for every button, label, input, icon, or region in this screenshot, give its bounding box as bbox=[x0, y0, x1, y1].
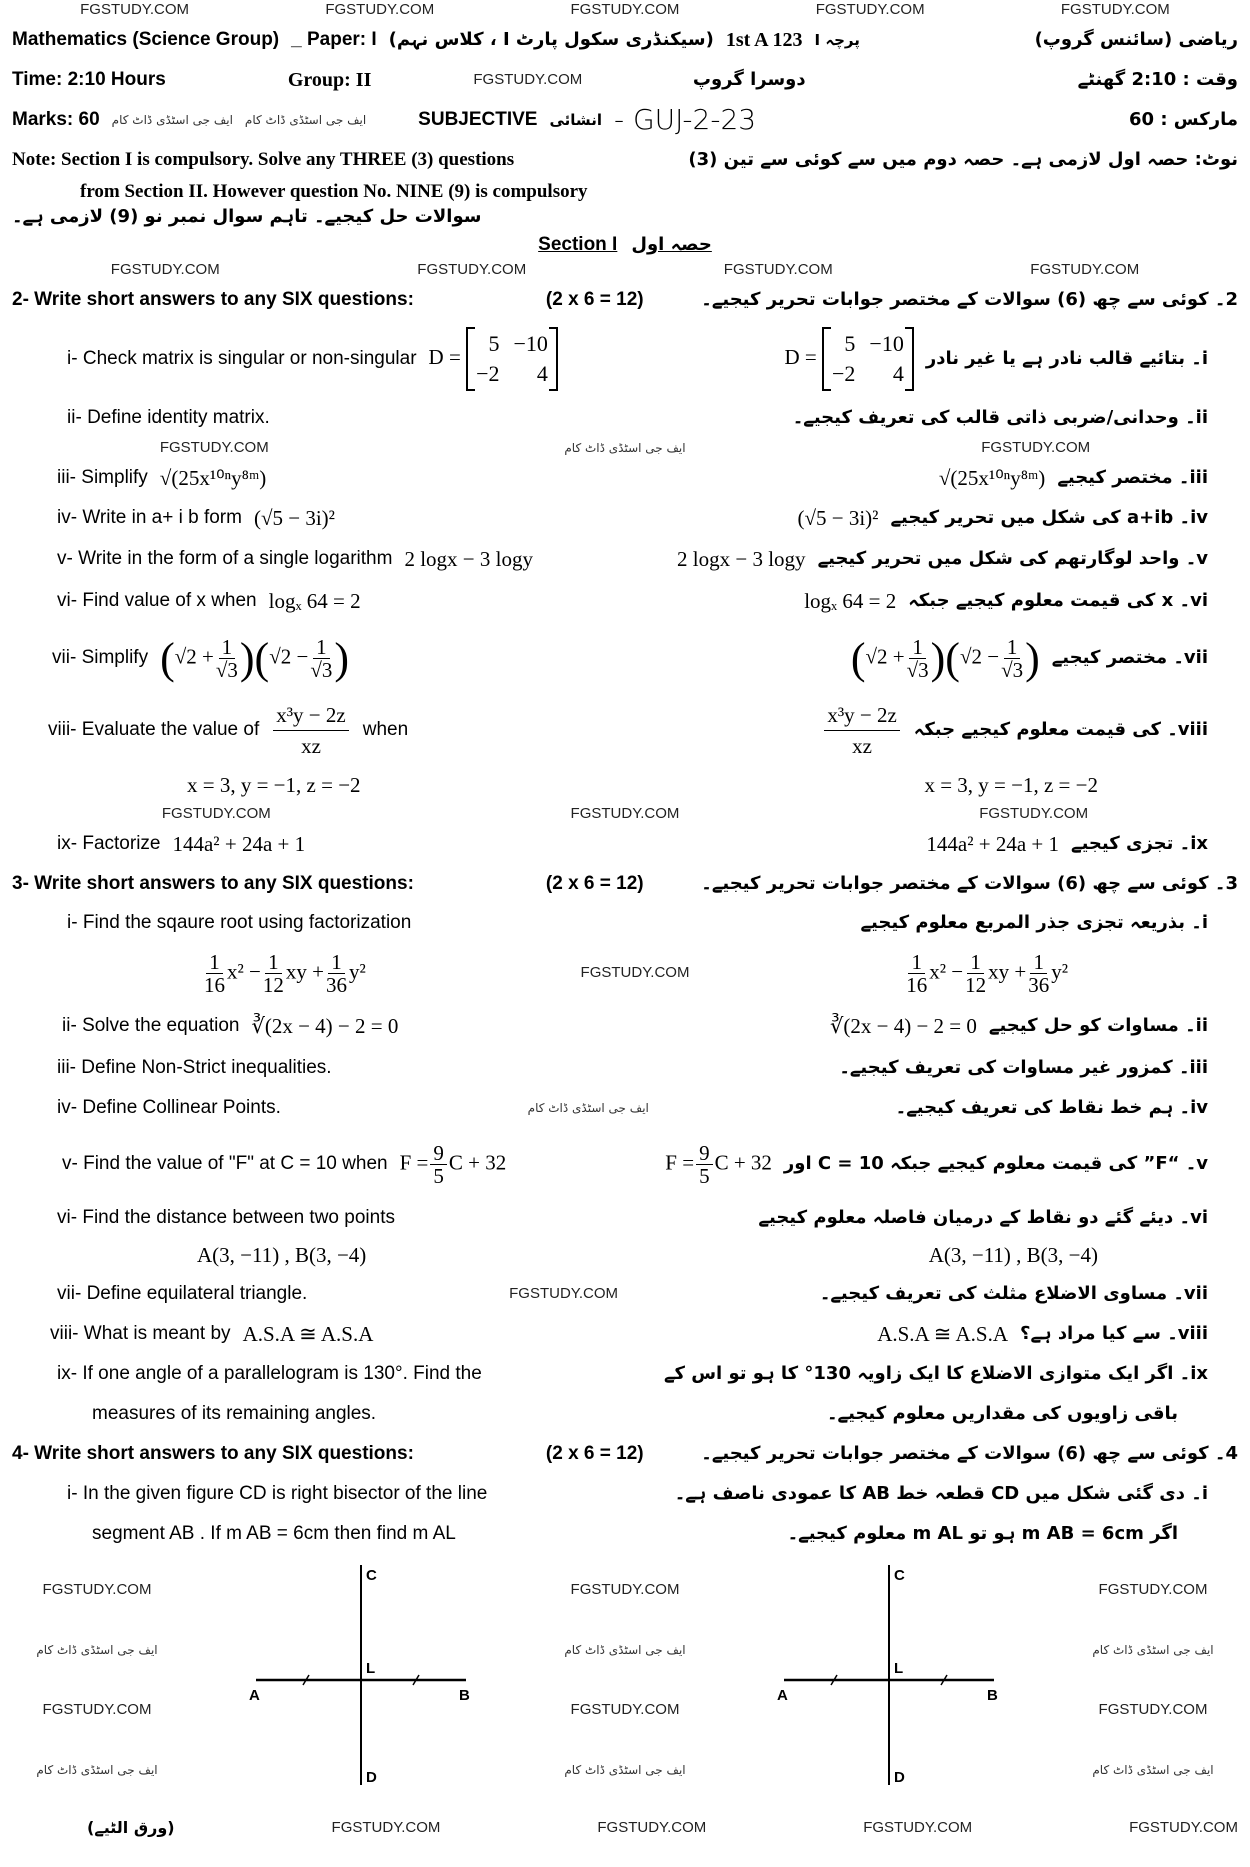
paper-code: 1st A 123 bbox=[725, 29, 803, 51]
matrix: 5 −10 −2 4 bbox=[466, 327, 558, 391]
watermark-urdu: ایف جی اسٹڈی ڈاٹ کام bbox=[36, 1763, 158, 1777]
item-text: viii- Evaluate the value of bbox=[48, 719, 260, 740]
watermark: FGSTUDY.COM bbox=[570, 1581, 680, 1598]
item-row bbox=[12, 1128, 1238, 1200]
watermark: FGSTUDY.COM bbox=[42, 1701, 152, 1718]
watermark: FGSTUDY.COM bbox=[110, 261, 220, 278]
watermark: FGSTUDY.COM bbox=[1060, 1, 1170, 18]
header-row-3 bbox=[12, 100, 1238, 140]
watermark: FGSTUDY.COM bbox=[42, 1581, 152, 1598]
question-4 bbox=[12, 1434, 1238, 1800]
question-heading-row bbox=[12, 280, 1238, 320]
subject-urdu: ریاضی (سائنس گروپ) bbox=[1034, 29, 1238, 50]
watermark: FGSTUDY.COM bbox=[981, 439, 1091, 456]
item-text-cont: segment AB . If m AB = 6cm then find m AL bbox=[92, 1523, 456, 1544]
item-row bbox=[12, 694, 1238, 766]
time-label: Time: 2:10 Hours bbox=[12, 69, 166, 90]
item-urdu: ix۔ تجزی کیجیے bbox=[1071, 833, 1208, 854]
math-expression: logₓ 64 = 2 bbox=[804, 588, 897, 613]
header-right bbox=[1129, 107, 1238, 133]
watermark: FGSTUDY.COM bbox=[417, 261, 527, 278]
math-expression: logₓ 64 = 2 bbox=[268, 588, 361, 613]
item-text-cont: measures of its remaining angles. bbox=[92, 1403, 377, 1424]
label-l: L bbox=[366, 1660, 376, 1677]
watermark: FGSTUDY.COM bbox=[815, 1, 925, 18]
class-urdu: (سیکنڈری سکول پارٹ I ، کلاس نہم) bbox=[388, 29, 714, 50]
watermark: FGSTUDY.COM bbox=[325, 1, 435, 18]
label-l: L bbox=[894, 1660, 904, 1677]
item-urdu: vii۔ مختصر کیجیے bbox=[1051, 647, 1208, 668]
question-heading: 3- Write short answers to any SIX questions: bbox=[12, 873, 414, 894]
watermark: FGSTUDY.COM bbox=[1030, 261, 1140, 278]
matrix-expression-urdu: D = 5 −10 −2 4 bbox=[784, 327, 913, 391]
question-marks: (2 x 6 = 12) bbox=[545, 873, 644, 894]
watermark-column bbox=[12, 1560, 182, 1800]
watermark: FGSTUDY.COM bbox=[509, 1285, 619, 1302]
header-right bbox=[693, 67, 1238, 93]
question-heading-row bbox=[12, 864, 1238, 904]
points-row bbox=[12, 1236, 1238, 1274]
formula: F = $\frac{9}{5}$ C + 32 bbox=[399, 1140, 507, 1188]
item-text: ii- Define identity matrix. bbox=[67, 407, 270, 428]
label-c: C bbox=[894, 1567, 905, 1584]
label-a: A bbox=[777, 1687, 788, 1704]
item-row bbox=[12, 398, 1238, 438]
note-line-1: Note: Section I is compulsory. Solve any THREE (3) questions bbox=[12, 149, 515, 170]
item-urdu: i۔ بتائیے قالب نادر ہے یا غیر نادر bbox=[925, 348, 1208, 369]
item-text: vi- Find value of x when bbox=[57, 590, 257, 611]
watermark: FGSTUDY.COM bbox=[1129, 1819, 1238, 1836]
item-text: i- In the given figure CD is right bisector of the line bbox=[67, 1483, 488, 1504]
watermark: FGSTUDY.COM bbox=[473, 71, 583, 88]
header-row-1 bbox=[12, 20, 1238, 60]
item-text: i- Find the sqaure root using factorization bbox=[67, 912, 412, 933]
question-marks: (2 x 6 = 12) bbox=[545, 1443, 644, 1464]
watermark: FGSTUDY.COM bbox=[570, 1, 680, 18]
condition: x = 3, y = −1, z = −2 bbox=[924, 772, 1098, 797]
note-urdu-2: سوالات حل کیجیے۔ تاہم سوال نمبر نو (9) لازمی ہے۔ bbox=[12, 206, 482, 227]
item-urdu: ii۔ وحدانی/ضربی ذاتی قالب کی تعریف کیجیے۔ bbox=[792, 407, 1208, 428]
item-text: vi- Find the distance between two points bbox=[57, 1207, 395, 1228]
watermark: FGSTUDY.COM bbox=[331, 1819, 441, 1836]
note-line-2: from Section II. However question No. NINE (9) is compulsory bbox=[80, 181, 588, 202]
watermark: FGSTUDY.COM bbox=[1098, 1701, 1208, 1718]
note-row-2 bbox=[12, 180, 1238, 230]
item-urdu: i۔ دی گئی شکل میں CD قطعہ خط AB کا عمودی ناصف ہے۔ bbox=[674, 1483, 1208, 1504]
watermark: FGSTUDY.COM bbox=[979, 805, 1089, 822]
watermark-row bbox=[12, 804, 1238, 824]
item-row bbox=[12, 1200, 1238, 1236]
header-row-2 bbox=[12, 60, 1238, 100]
turn-over-note: (ورق الٹیے) bbox=[87, 1818, 175, 1837]
item-row bbox=[12, 1048, 1238, 1088]
watermark-urdu: ایف جی اسٹڈی ڈاٹ کام bbox=[111, 113, 233, 127]
math-expression: A.S.A ≅ A.S.A bbox=[877, 1321, 1009, 1346]
item-text: ix- Factorize bbox=[57, 833, 161, 854]
watermark-urdu: ایف جی اسٹڈی ڈاٹ کام bbox=[36, 1643, 158, 1657]
label-b: B bbox=[459, 1687, 470, 1704]
item-urdu-cont: اگر m AB = 6cm ہو تو m AL معلوم کیجیے۔ bbox=[787, 1523, 1178, 1544]
polynomial: $\frac{1}{16}$ x² − $\frac{1}{12}$ xy + $\frac{1}{36}$ y² bbox=[906, 949, 1068, 997]
note-urdu-1: نوٹ: حصہ اول لازمی ہے۔ حصہ دوم میں سے کوئی سے تین (3) bbox=[688, 149, 1238, 170]
polynomial: $\frac{1}{16}$ x² − $\frac{1}{12}$ xy + $\frac{1}{36}$ y² bbox=[204, 949, 366, 997]
watermark: FGSTUDY.COM bbox=[723, 261, 833, 278]
question-heading-urdu: 4۔ کوئی سے چھ (6) سوالات کے مختصر جوابات تحریر کیجیے۔ bbox=[701, 1443, 1238, 1464]
subjective-label: SUBJECTIVE bbox=[418, 109, 538, 130]
formula: F = $\frac{9}{5}$ C + 32 bbox=[665, 1140, 772, 1188]
item-urdu: v۔ واحد لوگارتھم کی شکل میں تحریر کیجیے bbox=[817, 548, 1208, 569]
item-text: iv- Write in a+ i b form bbox=[57, 507, 242, 528]
group-label: Group: II bbox=[287, 69, 372, 91]
marks-label: Marks: 60 bbox=[12, 109, 100, 130]
item-row-cont bbox=[12, 1394, 1238, 1434]
handwritten-code: - GUJ-2-23 bbox=[613, 103, 757, 136]
math-expression: √(25x¹⁰ⁿy⁸ᵐ) bbox=[938, 465, 1046, 490]
item-urdu: iv۔ a+ib کی شکل میں تحریر کیجیے bbox=[890, 507, 1208, 528]
item-row bbox=[12, 498, 1238, 538]
section-heading bbox=[12, 230, 1238, 260]
label-a: A bbox=[249, 1687, 260, 1704]
watermark-urdu: ایف جی اسٹڈی ڈاٹ کام bbox=[1092, 1763, 1214, 1777]
item-urdu: v۔ “F” کی قیمت معلوم کیجیے جبکہ C = 10 اور bbox=[783, 1153, 1208, 1174]
item-text: ix- If one angle of a parallelogram is 130°. Find the bbox=[57, 1363, 482, 1384]
question-3 bbox=[12, 864, 1238, 1434]
label-d: D bbox=[366, 1769, 377, 1786]
fraction: $\frac{\text{x³y − 2z}}{xz}$ bbox=[822, 700, 901, 761]
label-c: C bbox=[366, 1567, 377, 1584]
item-urdu: vii۔ مساوی الاضلاع مثلث کی تعریف کیجیے۔ bbox=[819, 1283, 1208, 1304]
footer-row bbox=[12, 1806, 1238, 1850]
paper-header bbox=[12, 20, 1238, 260]
question-heading: 4- Write short answers to any SIX questions: bbox=[12, 1443, 414, 1464]
item-urdu: ii۔ مساوات کو حل کیجیے bbox=[988, 1015, 1208, 1036]
math-expression: (√5 − 3i)² bbox=[797, 505, 879, 530]
section-title-urdu: حصہ اول bbox=[631, 234, 712, 255]
math-expression: (√5 − 3i)² bbox=[253, 505, 335, 530]
question-heading: 2- Write short answers to any SIX questions: bbox=[12, 289, 414, 310]
watermark-urdu: ایف جی اسٹڈی ڈاٹ کام bbox=[244, 113, 367, 127]
subjective-urdu: انشائی bbox=[549, 111, 602, 129]
watermark-row bbox=[12, 438, 1238, 458]
item-text: viii- What is meant by bbox=[50, 1323, 231, 1344]
condition-row bbox=[12, 766, 1238, 804]
watermark-row bbox=[12, 260, 1238, 280]
watermark-column bbox=[540, 1560, 710, 1800]
item-row bbox=[12, 622, 1238, 694]
label-d: D bbox=[894, 1769, 905, 1786]
item-urdu: iii۔ مختصر کیجیے bbox=[1057, 467, 1208, 488]
watermark: FGSTUDY.COM bbox=[159, 439, 269, 456]
item-urdu: i۔ بذریعہ تجزی جذر المربع معلوم کیجیے bbox=[860, 912, 1208, 933]
time-urdu: وقت : 2:10 گھنٹے bbox=[1077, 69, 1238, 90]
paper-urdu: پرچہ I bbox=[814, 31, 860, 49]
watermark: FGSTUDY.COM bbox=[597, 1819, 707, 1836]
watermark-urdu: ایف جی اسٹڈی ڈاٹ کام bbox=[564, 441, 686, 455]
product-expression: (√2 + $\frac{1}{√3}$ )(√2 − $\frac{1}{√3}$ ) bbox=[160, 633, 350, 683]
item-text: vii- Define equilateral triangle. bbox=[57, 1283, 308, 1304]
item-text: iii- Define Non-Strict inequalities. bbox=[57, 1057, 332, 1078]
item-row bbox=[12, 580, 1238, 622]
watermark: FGSTUDY.COM bbox=[1098, 1581, 1208, 1598]
fraction: $\frac{\text{x³y − 2z}}{xz}$ bbox=[271, 700, 350, 761]
header-right bbox=[1035, 27, 1238, 53]
item-urdu: iii۔ کمزور غیر مساوات کی تعریف کیجیے۔ bbox=[839, 1057, 1208, 1078]
watermark: FGSTUDY.COM bbox=[863, 1819, 973, 1836]
figure-area bbox=[12, 1560, 1238, 1800]
question-marks: (2 x 6 = 12) bbox=[545, 289, 644, 310]
question-heading-urdu: 2۔ کوئی سے چھ (6) سوالات کے مختصر جوابات تحریر کیجیے۔ bbox=[701, 289, 1238, 310]
item-urdu: viii۔ سے کیا مراد ہے؟ bbox=[1020, 1323, 1208, 1344]
label-b: B bbox=[987, 1687, 998, 1704]
header-left bbox=[12, 27, 860, 53]
item-row-cont bbox=[12, 1514, 1238, 1554]
polynomial-row bbox=[12, 942, 1238, 1004]
item-urdu: ix۔ اگر ایک متوازی الاضلاع کا ایک زاویہ 130° کا ہو تو اس کے bbox=[663, 1363, 1208, 1384]
watermark: FGSTUDY.COM bbox=[80, 1, 190, 18]
watermark: FGSTUDY.COM bbox=[570, 805, 680, 822]
math-expression: 144a² + 24a + 1 bbox=[926, 831, 1060, 856]
item-row bbox=[12, 1004, 1238, 1048]
math-expression: 144a² + 24a + 1 bbox=[172, 831, 306, 856]
subject-title: Mathematics (Science Group) bbox=[12, 29, 280, 50]
watermark-row bbox=[12, 0, 1238, 20]
math-expression: ∛(2x − 4) − 2 = 0 bbox=[829, 1013, 977, 1038]
note-row-1 bbox=[12, 140, 1238, 180]
item-row bbox=[12, 538, 1238, 580]
item-row bbox=[12, 1274, 1238, 1314]
item-row bbox=[12, 904, 1238, 942]
product-expression: (√2 + $\frac{1}{√3}$ )(√2 − $\frac{1}{√3}$ ) bbox=[850, 633, 1040, 683]
watermark-urdu: ایف جی اسٹڈی ڈاٹ کام bbox=[1092, 1643, 1214, 1657]
item-text: v- Find the value of "F" at C = 10 when bbox=[62, 1153, 388, 1174]
item-row bbox=[12, 458, 1238, 498]
item-text-when: when bbox=[362, 719, 409, 740]
item-urdu: vi۔ دیئے گئے دو نقاط کے درمیان فاصلہ معلوم کیجیے bbox=[758, 1207, 1208, 1228]
item-text: iii- Simplify bbox=[57, 467, 148, 488]
item-row bbox=[12, 1088, 1238, 1128]
watermark-urdu: ایف جی اسٹڈی ڈاٹ کام bbox=[564, 1763, 686, 1777]
marks-urdu: مارکس : 60 bbox=[1129, 109, 1238, 130]
item-row bbox=[12, 1314, 1238, 1354]
item-text: vii- Simplify bbox=[52, 647, 149, 668]
item-urdu: viii۔ کی قیمت معلوم کیجیے جبکہ bbox=[913, 719, 1208, 740]
bisector-figure bbox=[241, 1560, 481, 1790]
section-title: Section I bbox=[538, 234, 618, 255]
watermark-column bbox=[1068, 1560, 1238, 1800]
math-expression: 2 logx − 3 logy bbox=[677, 546, 806, 571]
watermark: FGSTUDY.COM bbox=[580, 964, 690, 981]
condition: x = 3, y = −1, z = −2 bbox=[187, 772, 361, 797]
math-expression: A.S.A ≅ A.S.A bbox=[242, 1321, 374, 1346]
question-2 bbox=[12, 280, 1238, 864]
item-urdu: iv۔ ہم خط نقاط کی تعریف کیجیے۔ bbox=[895, 1097, 1208, 1118]
item-row bbox=[12, 1474, 1238, 1514]
item-text: v- Write in the form of a single logarithm bbox=[57, 548, 393, 569]
item-urdu: vi۔ x کی قیمت معلوم کیجیے جبکہ bbox=[908, 590, 1208, 611]
question-heading-urdu: 3۔ کوئی سے چھ (6) سوالات کے مختصر جوابات تحریر کیجیے۔ bbox=[701, 873, 1238, 894]
item-text: iv- Define Collinear Points. bbox=[57, 1097, 281, 1118]
item-text: ii- Solve the equation bbox=[62, 1015, 240, 1036]
matrix-expression: D = 5 −10 −2 4 bbox=[429, 327, 558, 391]
header-left bbox=[12, 104, 756, 136]
item-row bbox=[12, 824, 1238, 864]
math-expression: 2 logx − 3 logy bbox=[404, 546, 533, 571]
points: A(3, −11) , B(3, −4) bbox=[197, 1242, 367, 1267]
watermark-urdu: ایف جی اسٹڈی ڈاٹ کام bbox=[564, 1643, 686, 1657]
bisector-figure-urdu bbox=[769, 1560, 1009, 1790]
item-row bbox=[12, 1354, 1238, 1394]
header-left bbox=[12, 68, 582, 92]
paper-number: _ Paper: I bbox=[291, 29, 377, 50]
points: A(3, −11) , B(3, −4) bbox=[928, 1242, 1098, 1267]
watermark: FGSTUDY.COM bbox=[161, 805, 271, 822]
question-heading-row bbox=[12, 1434, 1238, 1474]
item-urdu-cont: باقی زاویوں کی مقداریں معلوم کیجیے۔ bbox=[827, 1403, 1178, 1424]
watermark-urdu: ایف جی اسٹڈی ڈاٹ کام bbox=[527, 1101, 649, 1115]
item-row bbox=[12, 320, 1238, 398]
group-urdu: دوسرا گروپ bbox=[692, 69, 806, 90]
watermark: FGSTUDY.COM bbox=[570, 1701, 680, 1718]
item-text: i- Check matrix is singular or non-singular bbox=[67, 348, 417, 369]
math-expression: √(25x¹⁰ⁿy⁸ᵐ) bbox=[159, 465, 267, 490]
math-expression: ∛(2x − 4) − 2 = 0 bbox=[251, 1013, 399, 1038]
